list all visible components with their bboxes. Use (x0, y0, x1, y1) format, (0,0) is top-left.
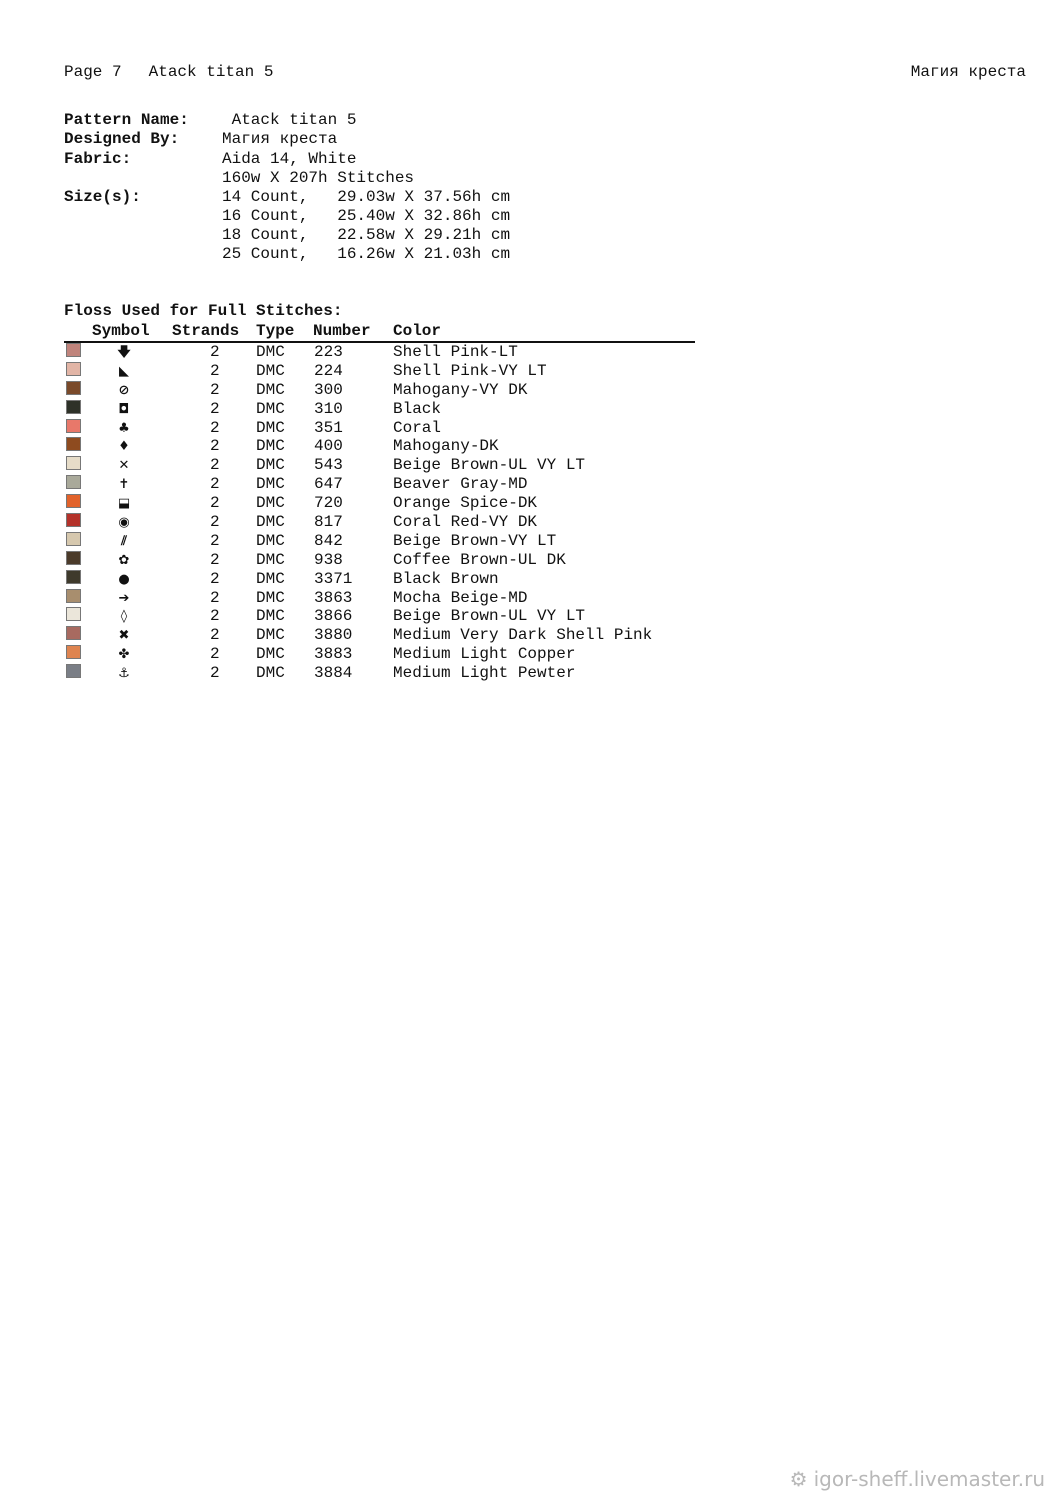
color-swatch (66, 626, 81, 640)
strands-cell: 2 (210, 418, 220, 437)
anchor-icon: ⚓ (118, 666, 130, 682)
color-swatch (66, 437, 81, 451)
page-header (64, 63, 273, 82)
color-swatch (66, 475, 81, 489)
color-name-cell: Mahogany-DK (393, 437, 499, 456)
number-cell: 647 (314, 475, 343, 494)
number-cell: 223 (314, 343, 343, 361)
club-icon: ♣ (118, 420, 130, 436)
designed-by-label: Designed By: (64, 130, 180, 148)
strands-cell: 2 (210, 437, 220, 456)
floss-row (64, 456, 695, 475)
gear-icon: ⚙ (789, 1467, 808, 1491)
strands-cell: 2 (210, 664, 220, 683)
floss-row (64, 381, 695, 400)
watermark-text: igor-sheff.livemaster.ru (813, 1467, 1045, 1491)
number-cell: 224 (314, 361, 343, 380)
color-name-cell: Black (393, 399, 442, 418)
strands-cell: 2 (210, 607, 220, 626)
color-name-cell: Medium Light Copper (393, 645, 576, 664)
color-swatch (66, 381, 81, 395)
sizes-label: Size(s): (64, 188, 141, 206)
type-cell: DMC (256, 437, 285, 456)
type-cell: DMC (256, 494, 285, 513)
strands-cell: 2 (210, 361, 220, 380)
color-swatch (66, 607, 81, 621)
type-cell: DMC (256, 531, 285, 550)
type-cell: DMC (256, 588, 285, 607)
number-cell: 817 (314, 513, 343, 532)
color-name-cell: Beige Brown-VY LT (393, 531, 557, 550)
strands-cell: 2 (210, 456, 220, 475)
type-cell: DMC (256, 456, 285, 475)
color-name-cell: Shell Pink-LT (393, 343, 518, 361)
number-cell: 3884 (314, 664, 353, 683)
floss-row (64, 645, 695, 664)
ring-icon: ◉ (118, 515, 130, 531)
number-cell: 3883 (314, 645, 353, 664)
floss-row (64, 570, 695, 589)
header-strands: Strands (172, 322, 240, 340)
type-cell: DMC (256, 399, 285, 418)
floss-row (64, 419, 695, 438)
color-name-cell: Coffee Brown-UL DK (393, 550, 566, 569)
number-cell: 3371 (314, 569, 353, 588)
floss-rows (64, 343, 695, 683)
color-swatch (66, 664, 81, 678)
fabric-label: Fabric: (64, 150, 132, 168)
header-type: Type (256, 322, 295, 340)
floss-row (64, 343, 695, 362)
type-cell: DMC (256, 361, 285, 380)
half-filled-square-icon: ⬓ (117, 496, 131, 512)
type-cell: DMC (256, 380, 285, 399)
floss-row (64, 513, 695, 532)
number-cell: 351 (314, 418, 343, 437)
strands-cell: 2 (210, 494, 220, 513)
color-name-cell: Coral Red-VY DK (393, 513, 538, 532)
floss-row (64, 475, 695, 494)
designed-by-value: Магия креста (222, 130, 338, 148)
number-cell: 3863 (314, 588, 353, 607)
size-row: 25 Count, 16.26w X 21.03h cm (222, 245, 511, 263)
color-swatch (66, 362, 81, 376)
page-number: Page 7 (64, 63, 122, 81)
header-author: Магия креста (910, 63, 1026, 81)
filled-circle-icon: ● (118, 571, 130, 587)
color-name-cell: Beige Brown-UL VY LT (393, 607, 586, 626)
number-cell: 300 (314, 380, 343, 399)
floss-row (64, 664, 695, 683)
color-name-cell: Black Brown (393, 569, 499, 588)
type-cell: DMC (256, 626, 285, 645)
strands-cell: 2 (210, 343, 220, 361)
floss-table (64, 322, 695, 683)
type-cell: DMC (256, 475, 285, 494)
color-swatch (66, 570, 81, 584)
color-name-cell: Beige Brown-UL VY LT (393, 456, 586, 475)
strands-cell: 2 (210, 550, 220, 569)
type-cell: DMC (256, 569, 285, 588)
floss-title: Floss Used for Full Stitches: (64, 302, 343, 320)
heavy-x-icon: ✖ (118, 628, 130, 644)
color-swatch (66, 419, 81, 433)
number-cell: 310 (314, 399, 343, 418)
type-cell: DMC (256, 550, 285, 569)
number-cell: 543 (314, 456, 343, 475)
number-cell: 938 (314, 550, 343, 569)
color-swatch (66, 645, 81, 659)
header-color: Color (393, 322, 442, 340)
header-symbol: Symbol (92, 322, 150, 340)
color-swatch (66, 551, 81, 565)
fabric-value: Aida 14, White (222, 150, 357, 168)
floss-row (64, 607, 695, 626)
color-name-cell: Medium Light Pewter (393, 664, 576, 683)
floss-row (64, 494, 695, 513)
strands-cell: 2 (210, 645, 220, 664)
pattern-name-value: Atack titan 5 (222, 111, 357, 129)
size-row: 18 Count, 22.58w X 29.21h cm (222, 226, 511, 244)
type-cell: DMC (256, 645, 285, 664)
floss-row (64, 532, 695, 551)
lozenge-icon: ◊ (120, 609, 128, 625)
number-cell: 842 (314, 531, 343, 550)
double-slash-icon: ⫽ (121, 533, 127, 549)
color-name-cell: Mocha Beige-MD (393, 588, 528, 607)
strands-cell: 2 (210, 626, 220, 645)
cross-x-icon: ✕ (118, 458, 130, 474)
latin-cross-icon: ✝ (118, 477, 130, 493)
inverse-square-icon: ◘ (118, 401, 130, 417)
number-cell: 720 (314, 494, 343, 513)
type-cell: DMC (256, 607, 285, 626)
strands-cell: 2 (210, 475, 220, 494)
color-name-cell: Medium Very Dark Shell Pink (393, 626, 653, 645)
pattern-name-label: Pattern Name: (64, 111, 189, 129)
size-row: 16 Count, 25.40w X 32.86h cm (222, 207, 511, 225)
color-name-cell: Beaver Gray-MD (393, 475, 528, 494)
down-arrow-icon: 🡇 (117, 345, 131, 360)
type-cell: DMC (256, 343, 285, 361)
floss-row (64, 589, 695, 608)
type-cell: DMC (256, 664, 285, 683)
type-cell: DMC (256, 513, 285, 532)
color-swatch (66, 513, 81, 527)
strands-cell: 2 (210, 588, 220, 607)
color-swatch (66, 343, 81, 357)
diamond-icon: ♦ (118, 439, 130, 455)
color-swatch (66, 532, 81, 546)
color-name-cell: Orange Spice-DK (393, 494, 538, 513)
strands-cell: 2 (210, 531, 220, 550)
strands-cell: 2 (210, 380, 220, 399)
color-name-cell: Mahogany-VY DK (393, 380, 528, 399)
floss-row (64, 362, 695, 381)
color-swatch (66, 589, 81, 603)
color-swatch (66, 456, 81, 470)
slashed-circle-icon: ⊘ (118, 382, 130, 398)
size-row: 14 Count, 29.03w X 37.56h cm (222, 188, 511, 206)
number-cell: 3866 (314, 607, 353, 626)
strands-cell: 2 (210, 569, 220, 588)
color-swatch (66, 400, 81, 414)
strands-cell: 2 (210, 513, 220, 532)
color-name-cell: Coral (393, 418, 442, 437)
floss-row (64, 626, 695, 645)
floss-row (64, 551, 695, 570)
floss-row (64, 400, 695, 419)
corner-triangle-icon: ◣ (119, 363, 129, 379)
floss-table-header (64, 322, 695, 343)
number-cell: 400 (314, 437, 343, 456)
type-cell: DMC (256, 418, 285, 437)
floss-row (64, 437, 695, 456)
watermark (790, 1466, 1045, 1492)
strands-cell: 2 (210, 399, 220, 418)
right-arrow-icon: ➔ (118, 590, 130, 606)
header-title: Atack titan 5 (148, 63, 274, 81)
color-name-cell: Shell Pink-VY LT (393, 361, 547, 380)
flower-icon: ✿ (118, 552, 130, 568)
header-number: Number (313, 322, 371, 340)
four-club-icon: ✤ (118, 647, 130, 663)
number-cell: 3880 (314, 626, 353, 645)
stitch-count: 160w X 207h Stitches (222, 169, 415, 187)
color-swatch (66, 494, 81, 508)
